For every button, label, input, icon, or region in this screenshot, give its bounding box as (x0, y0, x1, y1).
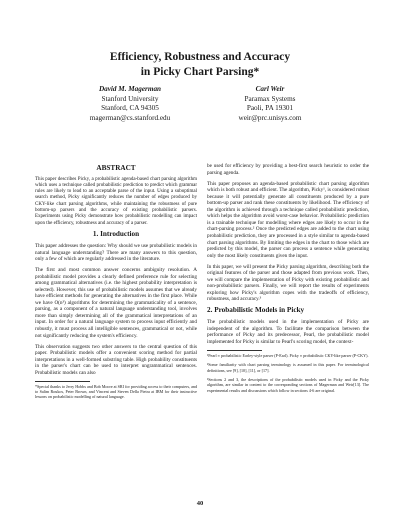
footnote-divider (35, 381, 90, 382)
author-email: weir@prc.unisys.com (238, 113, 302, 122)
paragraph: This paper addresses the question: Why should we use probabilistic models in natural language understanding? There are many answers to this question, only a few of which are regularly addressed in the literature. (35, 242, 197, 263)
author-affiliation: Stanford University (101, 94, 159, 103)
section-heading-introduction: 1. Introduction (92, 230, 140, 239)
paragraph: This observation suggests two other answers to the central question of this paper. Probabilistic models offer a convenient scoring method for partial interpretations in a well-formed substring table. High probability constituents in the parser's chart can be used to interpret ungrammatical sentences. Probabilistic models can also (35, 343, 197, 376)
paragraph: The probabilistic models used in the implementation of Picky are independent of the algorithm. To facilitate the comparison between the performance of Picky and its predecessor, Pearl, the probabilistic model implemented for Picky is similar to Pearl's scoring model, the context- (207, 318, 369, 345)
footnote: *Special thanks to Jerry Hobbs and Bob Moore at SRI for providing access to their computers, and to Salim Roukos, Peter Brown, and Vincent and Steven Della Pietra at IBM for their instructive lessons on probabilistic modelling of natural language. (35, 383, 198, 400)
left-column (35, 163, 197, 404)
author-affiliation: Paramax Systems (244, 94, 296, 103)
right-column (207, 163, 369, 397)
abstract-text: This paper describes Picky, a probabilistic agenda-based chart parsing algorithm which uses a technique called probabilistic prediction to predict which grammar rules are likely to lead to an acceptable parse of the input. Using a suboptimal search method, Picky significantly reduces the number of edges produced by CKY-like chart parsing algorithms, while maintaining the robustness of pure bottom-up parsers and the accuracy of existing probabilistic parsers. Experiments using Picky demonstrate how probabilistic modelling can impact upon the efficiency, robustness and accuracy of a parser. (35, 176, 197, 226)
page-number: 40 (196, 500, 204, 507)
abstract-heading: ABSTRACT (96, 164, 136, 172)
author-2 (210, 85, 330, 123)
section-heading-probabilistic-models: 2. Probabilistic Models in Picky (207, 306, 305, 315)
paragraph: In this paper, we will present the Picky parsing algorithm, describing both the original features of the parser and those adapted from previous work. Then, we will compare the implementation of Picky with existing probabilistic and non-probabilistic parsers. Finally, we will report the results of experiments exploring how Picky's algorithm copes with the tradeoffs of efficiency, robustness, and accuracy.³ (207, 263, 369, 303)
footnote: ³Sections 2 and 3, the descriptions of the probabilistic models used in Picky and the Picky algorithm, are similar in content to the corresponding sections of Magerman and Weir[13]. The experimental results and discussions which follow in sections 4-6 are original. (207, 377, 369, 393)
author-location: Stanford, CA 94305 (101, 104, 159, 112)
paragraph: The first and most common answer concerns ambiguity resolution. A probabilistic model provides a clearly defined preference rule for selecting among grammatical alternatives (i.e. the highest probability interpretation is selected). However, this use of probabilistic models assumes that we already have efficient methods for generating the alternatives in the first place. While we have O(n³) algorithms for determining the grammaticality of a sentence, parsing, as a component of a natural language understanding tool, involves more than simply determining all of the grammatical interpretations of an input. In order for a natural language system to process input efficiently and robustly, it must process all intelligible sentences, grammatical or not, while not significantly reducing the system's efficiency. (35, 267, 197, 339)
paper-title (40, 50, 360, 80)
footnote: ¹Pearl ≡ probabilistic Earley-style parser (P-Earl). Picky ≡ probabilistic CKY-like parser (P-CKY). (207, 352, 369, 358)
author-location: Paoli, PA 19301 (246, 104, 294, 112)
footnote: ²Some familiarity with chart parsing terminology is assumed in this paper. For terminological definitions, see [9], [10], [11], or [17]. (207, 362, 369, 373)
paragraph: This paper proposes an agenda-based probabilistic chart parsing algorithm which is both robust and efficient. The algorithm, Picky¹, is considered robust because it will potentially generate all constituents produced by a pure bottom-up parser and rank these constituents by likelihood. The efficiency of the algorithm is achieved through a technique called probabilistic prediction, which helps the algorithm avoid worst-case behavior. Probabilistic prediction is a trainable technique for modelling where edges are likely to occur in the chart-parsing process.² Once the predicted edges are added to the chart using probabilistic prediction, they are processed in a style similar to agenda-based chart parsing algorithms. By limiting the edges in the chart to those which are predicted by this model, the parser can process a sentence while generating only the most likely constituents given the input. (207, 180, 369, 259)
author-name: David M. Magerman (98, 85, 162, 93)
title-line-1: Efficiency, Robustness and Accuracy (109, 51, 291, 63)
paragraph: be used for efficiency by providing a best-first search heuristic to order the parsing agenda. (207, 163, 369, 176)
footnote-divider (207, 350, 262, 351)
author-email: magerman@cs.stanford.edu (89, 113, 171, 122)
author-1 (70, 85, 190, 123)
title-line-2: in Picky Chart Parsing* (140, 66, 260, 78)
author-name: Carl Weir (255, 85, 285, 93)
